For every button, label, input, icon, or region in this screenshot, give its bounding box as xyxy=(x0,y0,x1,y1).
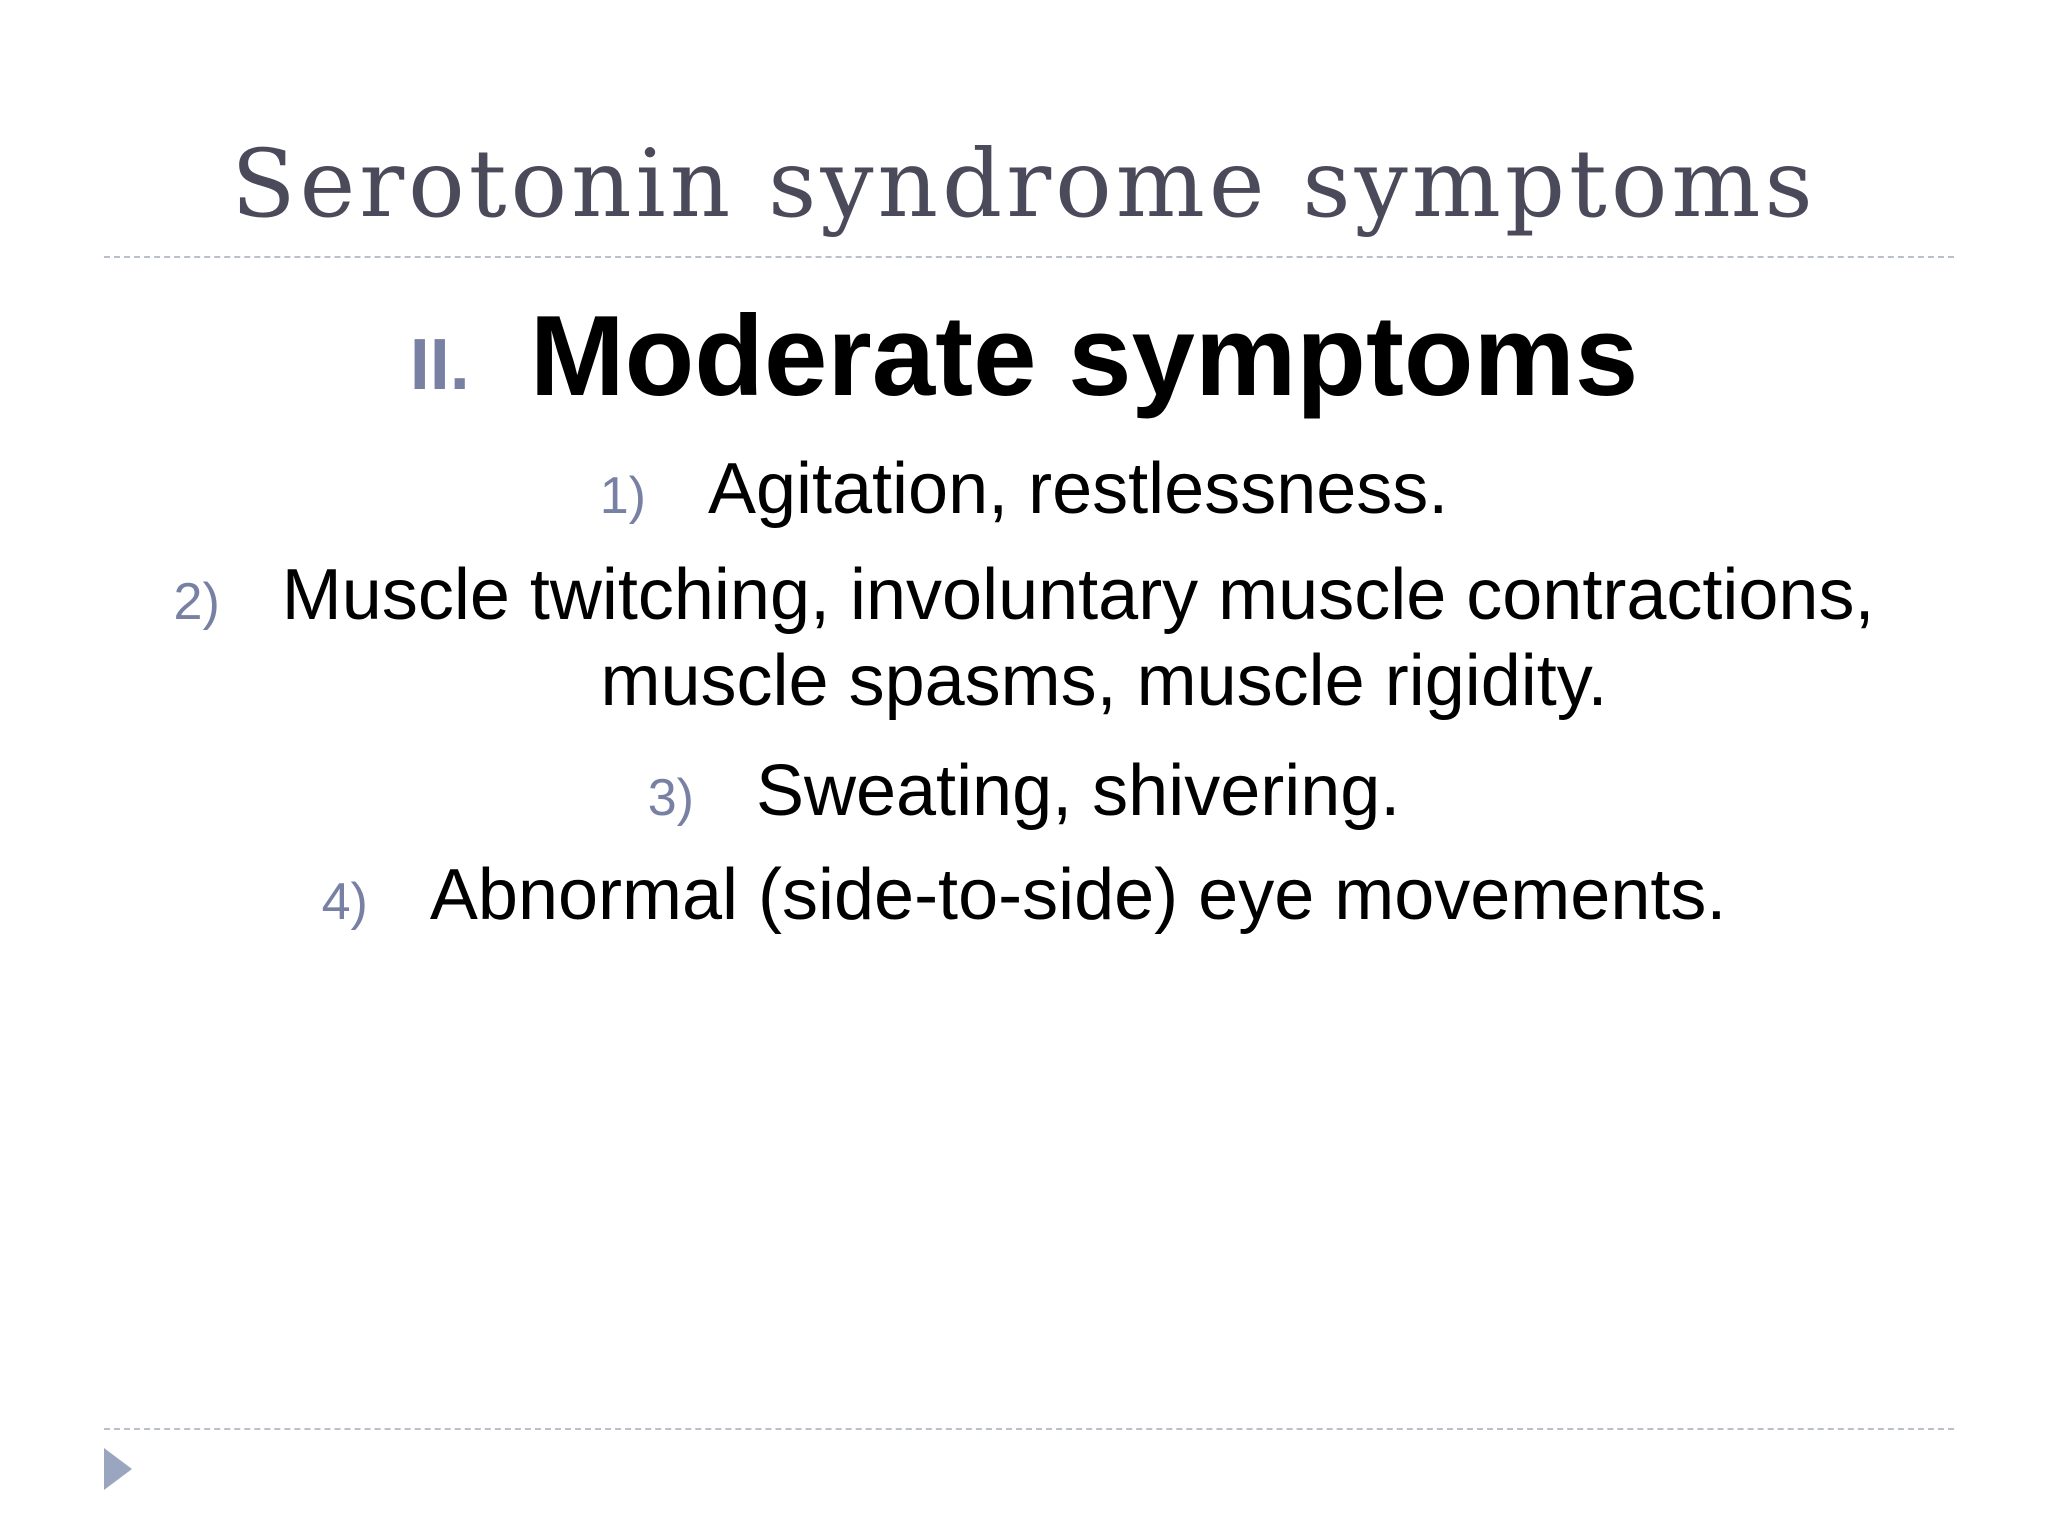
list-item-text: Sweating, shivering. xyxy=(755,751,1401,831)
section-heading-text: Moderate symptoms xyxy=(529,293,1639,420)
list-item-text: Muscle twitching, involuntary muscle contractions, xyxy=(281,555,1875,635)
list-item xyxy=(0,446,2048,532)
slide-title: Serotonin syndrome symptoms xyxy=(231,130,1817,239)
list-item xyxy=(0,852,2048,938)
triangle-right-icon xyxy=(104,1448,132,1490)
list-item-text: Agitation, restlessness. xyxy=(707,449,1449,529)
list-item-number: 4) xyxy=(321,873,368,931)
section-heading xyxy=(0,293,2048,420)
list-item-number: 2) xyxy=(173,573,220,631)
section-number: II. xyxy=(409,325,470,405)
list-item xyxy=(0,748,2048,834)
list-item-text-continuation: muscle spasms, muscle rigidity. xyxy=(600,641,1608,722)
list-item-number: 1) xyxy=(599,467,646,525)
list-item-text: Abnormal (side-to-side) eye movements. xyxy=(429,855,1727,935)
list-item-number: 3) xyxy=(647,769,694,827)
list-item xyxy=(0,552,2048,725)
top-divider xyxy=(104,256,1954,258)
bottom-divider xyxy=(104,1428,1954,1430)
